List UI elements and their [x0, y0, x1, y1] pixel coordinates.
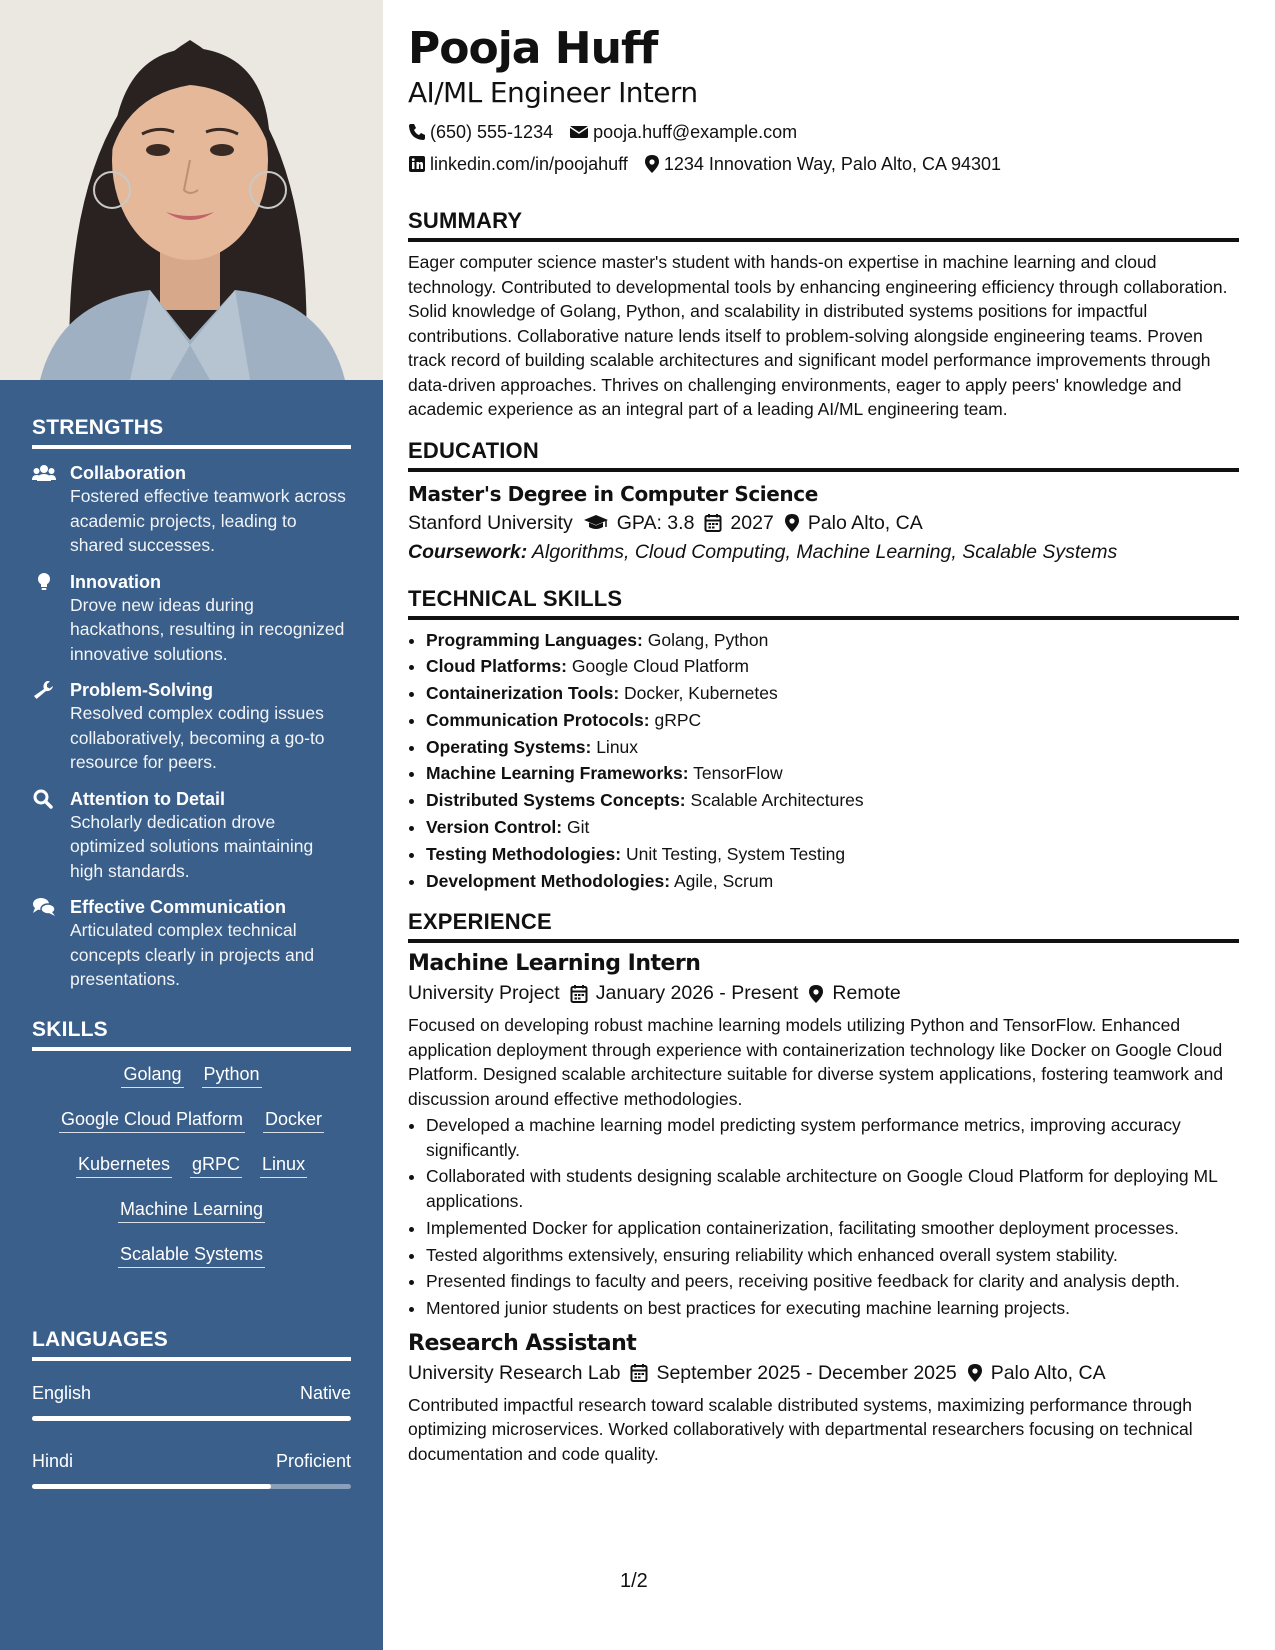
strength-desc: Scholarly dedication drove optimized solutions maintaining high standards.: [70, 811, 314, 881]
job-location: Palo Alto, CA: [990, 1361, 1106, 1384]
job-location: Remote: [832, 982, 901, 1005]
language-bar: [32, 1484, 351, 1489]
map-pin-icon: [784, 513, 800, 533]
strength-item: [32, 572, 351, 667]
job-bullet: • Presented findings to faculty and peers, receiving positive feedback for clarity and analysis depth.: [426, 1269, 1239, 1294]
lightbulb-icon: [32, 572, 56, 592]
contact-row: [408, 116, 1239, 148]
strength-title: Problem-Solving: [70, 680, 214, 700]
skill-label: Machine Learning Frameworks:: [426, 763, 689, 784]
gpa-text: GPA: 3.8: [616, 511, 695, 534]
job-summary: Focused on developing robust machine learning models utilizing Python and TensorFlow. Enhanced application deployment through experience with containerization technology like Docker on Google Cloud Platform. Designed scalable architecture suitable for diverse system applications, fostering teamwork and discussion around effective methodologies.: [408, 1015, 1224, 1109]
strengths-heading: STRENGTHS: [32, 416, 351, 449]
sidebar-content: [32, 380, 351, 1489]
job-dates: January 2026 - Present: [595, 982, 799, 1005]
users-icon: [32, 464, 56, 482]
coursework: [408, 541, 1239, 564]
strength-desc: Resolved complex coding issues collaboratively, becoming a go-to resource for peers.: [70, 703, 325, 772]
job-meta: [408, 1362, 1239, 1385]
languages-heading: LANGUAGES: [32, 1328, 351, 1361]
education-location: Palo Alto, CA: [807, 511, 923, 534]
skill-tag: Google Cloud Platform: [59, 1106, 245, 1133]
skill-label: Development Methodologies:: [426, 870, 671, 891]
skill-list-item: [426, 628, 1239, 653]
strength-desc: Articulated complex technical concepts clearly in projects and presentations.: [70, 920, 315, 989]
skill-tag: Scalable Systems: [118, 1241, 265, 1268]
calendar-icon: [704, 513, 722, 533]
skill-tag: gRPC: [190, 1151, 242, 1178]
technical-skills-heading: TECHNICAL SKILLS: [408, 586, 1239, 620]
language-name: English: [32, 1382, 92, 1403]
skill-label: Distributed Systems Concepts:: [426, 790, 686, 811]
phone-text: (650) 555-1234: [430, 122, 554, 142]
email-icon: [569, 124, 589, 140]
strength-item: [32, 680, 351, 775]
skill-tag: Machine Learning: [118, 1196, 265, 1223]
strength-title: Effective Communication: [70, 897, 287, 917]
job-summary: Contributed impactful research toward scalable distributed systems, maximizing performance through optimizing microservices. Worked collaboratively with departmental researchers focusing on technical documentation and code quality.: [408, 1394, 1193, 1464]
skills-heading: SKILLS: [32, 1018, 351, 1051]
summary-text: Eager computer science master's student with hands-on expertise in machine learning and cloud technology. Contributed to developmental tools by enhancing engineering efficiency through collaboration. Solid knowledge of Golang, Python, and scalability in distributed systems positions for impactful contributions. Collaborative nature lends itself to problem-solving alongside engineering teams. Proven track record of building scalable architectures and significant model performance improvements through data-driven approaches. Thrives on challenging environments, eager to apply peers' knowledge and academic experience as an integral part of a leading AI/ML engineering team.: [408, 252, 1228, 419]
candidate-role: AI/ML Engineer Intern: [408, 76, 698, 109]
job-org: University Research Lab: [408, 1361, 621, 1384]
sidebar: [0, 0, 383, 1650]
skill-list-item: [426, 869, 1239, 894]
coursework-list: Algorithms, Cloud Computing, Machine Learning, Scalable Systems: [531, 540, 1118, 563]
phone-icon: [408, 123, 426, 141]
graduation-year: 2027: [730, 511, 774, 534]
skill-list-item: [426, 708, 1239, 733]
skill-value: Git: [567, 817, 590, 838]
main-content: [408, 24, 1239, 1466]
job-bullet: • Developed a machine learning model predicting system performance metrics, improving accuracy significantly.: [426, 1113, 1239, 1162]
language-item: [32, 1451, 351, 1489]
skill-value: Docker, Kubernetes: [624, 683, 778, 704]
skill-label: Version Control:: [426, 817, 563, 838]
language-bar-fill: [32, 1416, 351, 1421]
email-text[interactable]: pooja.huff@example.com: [593, 122, 798, 142]
job-dates: September 2025 - December 2025: [656, 1361, 957, 1384]
skill-list-item: [426, 735, 1239, 760]
job-bullet: • Tested algorithms extensively, ensuring reliability which enhanced overall system stability.: [426, 1243, 1239, 1268]
wrench-icon: [32, 680, 56, 700]
technical-skills-list: [408, 628, 1239, 894]
skill-list-item: [426, 788, 1239, 813]
map-pin-icon: [644, 154, 660, 174]
skill-value: Unit Testing, System Testing: [625, 843, 846, 864]
candidate-name: Pooja Huff: [408, 23, 658, 74]
map-pin-icon: [967, 1363, 983, 1383]
skill-tag: Docker: [263, 1106, 324, 1133]
job-title: Machine Learning Intern: [408, 951, 701, 977]
skill-value: Google Cloud Platform: [571, 656, 749, 677]
linkedin-text[interactable]: linkedin.com/in/poojahuff: [430, 154, 628, 174]
strength-title: Collaboration: [70, 463, 186, 483]
strength-title: Attention to Detail: [70, 788, 225, 809]
job-bullets: [408, 1113, 1239, 1320]
contact-row: [408, 148, 1239, 180]
job-meta: [408, 982, 1239, 1005]
job-bullet: • Collaborated with students designing scalable architecture on Google Cloud Platform for deploying ML applications.: [426, 1164, 1239, 1213]
strength-item: [32, 897, 351, 992]
skill-list-item: [426, 681, 1239, 706]
skill-value: Golang, Python: [647, 629, 769, 650]
graduation-cap-icon: [583, 514, 609, 532]
skill-tag: Python: [202, 1061, 262, 1088]
language-bar-fill: [32, 1484, 271, 1489]
skill-list-item: [426, 654, 1239, 679]
search-icon: [32, 789, 56, 809]
skill-label: Cloud Platforms:: [426, 656, 567, 677]
linkedin-icon: [408, 155, 426, 173]
language-level: Native: [299, 1382, 351, 1403]
calendar-icon: [630, 1363, 648, 1383]
skill-label: Communication Protocols:: [426, 709, 650, 730]
portrait-illustration: [0, 0, 383, 380]
education-meta: [408, 512, 1239, 535]
education-heading: EDUCATION: [408, 438, 1239, 472]
job-bullet: • Mentored junior students on best practices for executing machine learning projects.: [426, 1296, 1239, 1321]
language-level: Proficient: [275, 1450, 351, 1471]
comments-icon: [32, 897, 56, 917]
profile-photo: [0, 0, 383, 380]
strength-item: [32, 789, 351, 884]
skill-label: Containerization Tools:: [426, 683, 620, 704]
skill-tag: Linux: [260, 1151, 307, 1178]
skill-value: Agile, Scrum: [673, 870, 774, 891]
summary-heading: SUMMARY: [408, 208, 1239, 242]
skill-list-item: [426, 761, 1239, 786]
skill-label: Testing Methodologies:: [426, 843, 622, 864]
skill-list-item: [426, 842, 1239, 867]
job-title: Research Assistant: [408, 1330, 637, 1356]
skill-tag: Kubernetes: [76, 1151, 172, 1178]
skill-tag: Golang: [121, 1061, 183, 1088]
strength-desc: Drove new ideas during hackathons, resulting in recognized innovative solutions.: [70, 594, 345, 664]
skill-value: Linux: [596, 736, 639, 757]
language-bar: [32, 1416, 351, 1421]
skill-value: gRPC: [654, 709, 702, 730]
skill-value: TensorFlow: [693, 763, 783, 784]
strength-desc: Fostered effective teamwork across academic projects, leading to shared successes.: [70, 486, 346, 555]
calendar-icon: [570, 984, 588, 1004]
skill-value: Scalable Architectures: [690, 790, 864, 811]
language-item: [32, 1383, 351, 1421]
strength-item: [32, 463, 351, 558]
address-text: 1234 Innovation Way, Palo Alto, CA 94301: [663, 154, 1002, 174]
coursework-label: Coursework:: [408, 540, 528, 563]
experience-heading: EXPERIENCE: [408, 909, 1239, 943]
map-pin-icon: [808, 984, 824, 1004]
school-name: Stanford University: [408, 511, 573, 534]
skill-list-item: [426, 815, 1239, 840]
degree-title: Master's Degree in Computer Science: [408, 481, 818, 506]
skills-list: [32, 1061, 351, 1286]
language-name: Hindi: [32, 1450, 74, 1471]
skill-label: Operating Systems:: [426, 736, 592, 757]
skill-label: Programming Languages:: [426, 629, 643, 650]
strength-title: Innovation: [70, 571, 161, 592]
job-org: University Project: [408, 982, 560, 1005]
page-number: 1/2: [620, 1570, 648, 1592]
job-bullet: • Implemented Docker for application containerization, facilitating smoother deployment processes.: [426, 1216, 1239, 1241]
